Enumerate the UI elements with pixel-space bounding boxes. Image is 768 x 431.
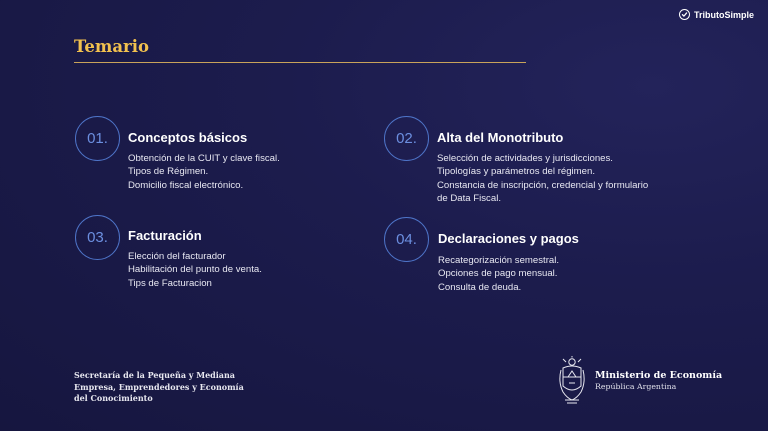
list-item: Tips de Facturacion <box>128 277 212 289</box>
section-number-badge: 01. <box>75 116 120 161</box>
section-title: Alta del Monotributo <box>437 130 564 145</box>
section-number-badge: 03. <box>75 215 120 260</box>
page-title: Temario <box>74 37 149 56</box>
section-number-badge: 02. <box>384 116 429 161</box>
secretaria-line: Secretaría de la Pequeña y Mediana <box>74 370 235 380</box>
section-title: Declaraciones y pagos <box>438 231 579 246</box>
list-item: Tipos de Régimen. <box>128 166 209 178</box>
list-item: Elección del facturador <box>128 251 226 262</box>
list-item: Opciones de pago mensual. <box>438 268 558 280</box>
title-divider <box>74 62 526 63</box>
secretaria-line: del Conocimiento <box>74 393 153 403</box>
ministry-name: Ministerio de Economía <box>595 370 723 381</box>
brand-name: TributoSimple <box>693 9 754 20</box>
section-items <box>128 250 262 290</box>
section-number-badge: 04. <box>384 217 429 262</box>
ministry-text <box>595 370 722 392</box>
check-circle-icon <box>679 9 690 20</box>
section-items <box>437 152 648 206</box>
list-item: de Data Fiscal. <box>437 193 501 205</box>
section-items <box>438 254 559 294</box>
secretaria-credit <box>74 370 274 405</box>
list-item: Consulta de deuda. <box>438 281 522 293</box>
section-title: Facturación <box>128 228 202 243</box>
section-items <box>128 152 280 192</box>
brand-logo <box>679 9 754 20</box>
list-item: Tipologías y parámetros del régimen. <box>437 166 596 178</box>
list-item: Selección de actividades y jurisdicciones. <box>437 153 613 164</box>
list-item: Habilitación del punto de venta. <box>128 264 262 276</box>
list-item: Obtención de la CUIT y clave fiscal. <box>128 153 280 164</box>
ministry-credit <box>557 356 722 406</box>
ministry-subtitle: República Argentina <box>595 382 677 391</box>
list-item: Domicilio fiscal electrónico. <box>128 179 244 191</box>
section-title: Conceptos básicos <box>128 130 248 145</box>
secretaria-line: Empresa, Emprendedores y Economía <box>74 381 244 392</box>
list-item: Constancia de inscripción, credencial y formulario <box>437 179 649 191</box>
list-item: Recategorización semestral. <box>438 255 560 266</box>
coat-of-arms-icon <box>557 356 587 406</box>
